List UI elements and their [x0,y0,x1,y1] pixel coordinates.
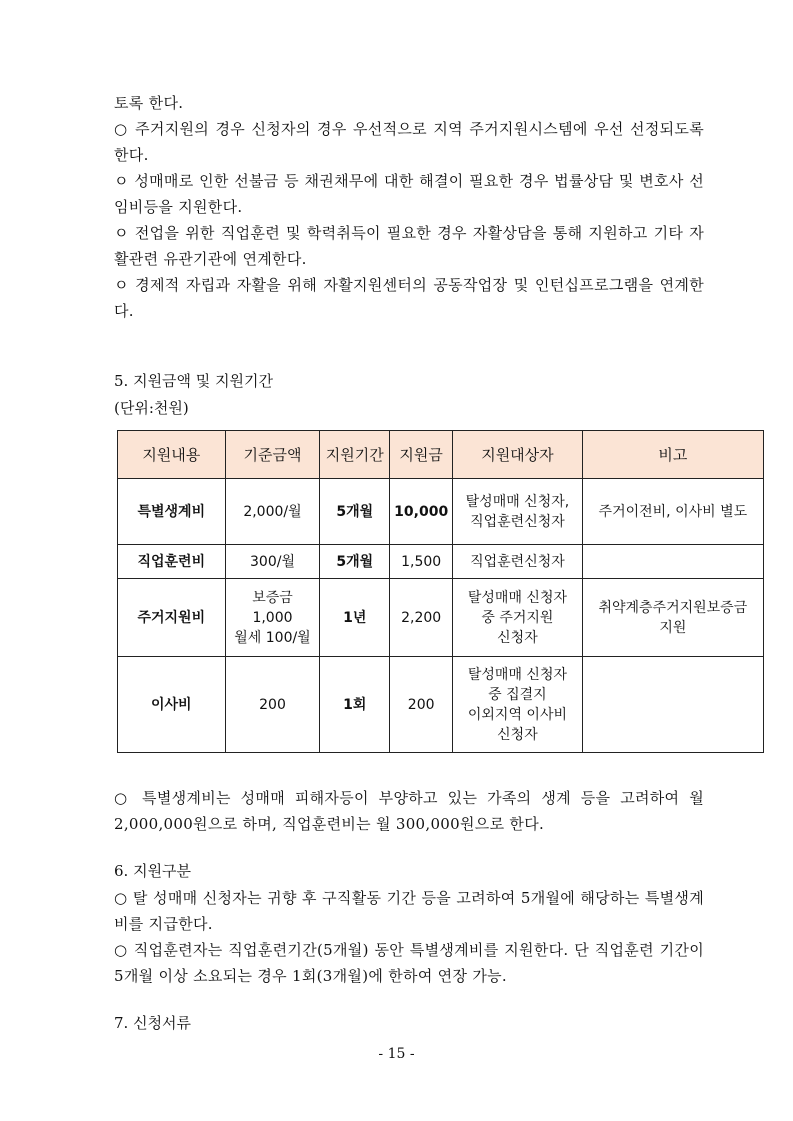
paragraph: ○ 주거지원의 경우 신청자의 경우 우선적으로 지역 주거지원시스템에 우선 선정되도록 한다. [114,120,704,164]
section-6-title: 6. 지원구분 [114,862,192,880]
header-cell: 지원내용 [118,431,226,479]
table-cell: 보증금 1,000 월세 100/월 [225,579,320,657]
table-cell: 주거이전비, 이사비 별도 [582,479,763,545]
table-row [118,579,764,657]
header-cell: 비고 [582,431,763,479]
table-cell: 1,500 [390,545,453,579]
table-cell [582,545,763,579]
table-cell [582,657,763,753]
paragraph: ○ 탈 성매매 신청자는 귀향 후 구직활동 기간 등을 고려하여 5개월에 해당하는 특별생계비를 지급한다. [114,889,704,933]
table-cell: 특별생계비 [118,479,226,545]
table-cell: 취약계층주거지원보증금 지원 [582,579,763,657]
page-number: - 15 - [378,1046,415,1062]
paragraph: ○ 직업훈련자는 직업훈련기간(5개월) 동안 특별생계비를 지원한다. 단 직업훈련 기간이 5개월 이상 소요되는 경우 1회(3개월)에 한하여 연장 가능. [114,941,704,985]
note-text [114,785,704,837]
support-table [117,430,764,753]
table-cell: 5개월 [320,479,390,545]
table-cell: 200 [390,657,453,753]
table-cell: 주거지원비 [118,579,226,657]
paragraph: ㅇ 전업을 위한 직업훈련 및 학력취득이 필요한 경우 자활상담을 통해 지원하고 기타 자활관련 유관기관에 연계한다. [114,224,704,268]
table-cell: 탈성매매 신청자 중 집결지 이외지역 이사비 신청자 [453,657,583,753]
table-cell: 1년 [320,579,390,657]
paragraph: ○ 특별생계비는 성매매 피해자등이 부양하고 있는 가족의 생계 등을 고려하여 월 2,000,000원으로 하며, 직업훈련비는 월 300,000원으로 한다. [114,789,704,833]
table-cell: 10,000 [390,479,453,545]
paragraph: ㅇ 경제적 자립과 자활을 위해 자활지원센터의 공동작업장 및 인턴십프로그램을 연계한다. [114,276,704,320]
table-cell: 300/월 [225,545,320,579]
header-cell: 지원금 [390,431,453,479]
paragraph: 토록 한다. [114,94,184,112]
table-cell: 이사비 [118,657,226,753]
table-cell: 탈성매매 신청자 중 주거지원 신청자 [453,579,583,657]
paragraph: ㅇ 성매매로 인한 선불금 등 채권채무에 대한 해결이 필요한 경우 법률상담 및 변호사 선임비등을 지원한다. [114,172,704,216]
intro-text [114,90,704,324]
table-cell: 1회 [320,657,390,753]
header-cell: 지원대상자 [453,431,583,479]
table-cell: 2,200 [390,579,453,657]
table-cell: 5개월 [320,545,390,579]
table-cell: 200 [225,657,320,753]
section-7-title: 7. 신청서류 [114,1014,192,1032]
section-6-text [114,885,704,989]
table-row [118,657,764,753]
table-row [118,545,764,579]
table-cell: 직업훈련비 [118,545,226,579]
section-5-title: 5. 지원금액 및 지원기간 [114,372,274,390]
table-cell: 2,000/월 [225,479,320,545]
header-cell: 지원기간 [320,431,390,479]
header-cell: 기준금액 [225,431,320,479]
unit-note: (단위:천원) [114,399,189,417]
table-cell: 직업훈련신청자 [453,545,583,579]
table-row [118,479,764,545]
table-header-row [118,431,764,479]
table-cell: 탈성매매 신청자, 직업훈련신청자 [453,479,583,545]
